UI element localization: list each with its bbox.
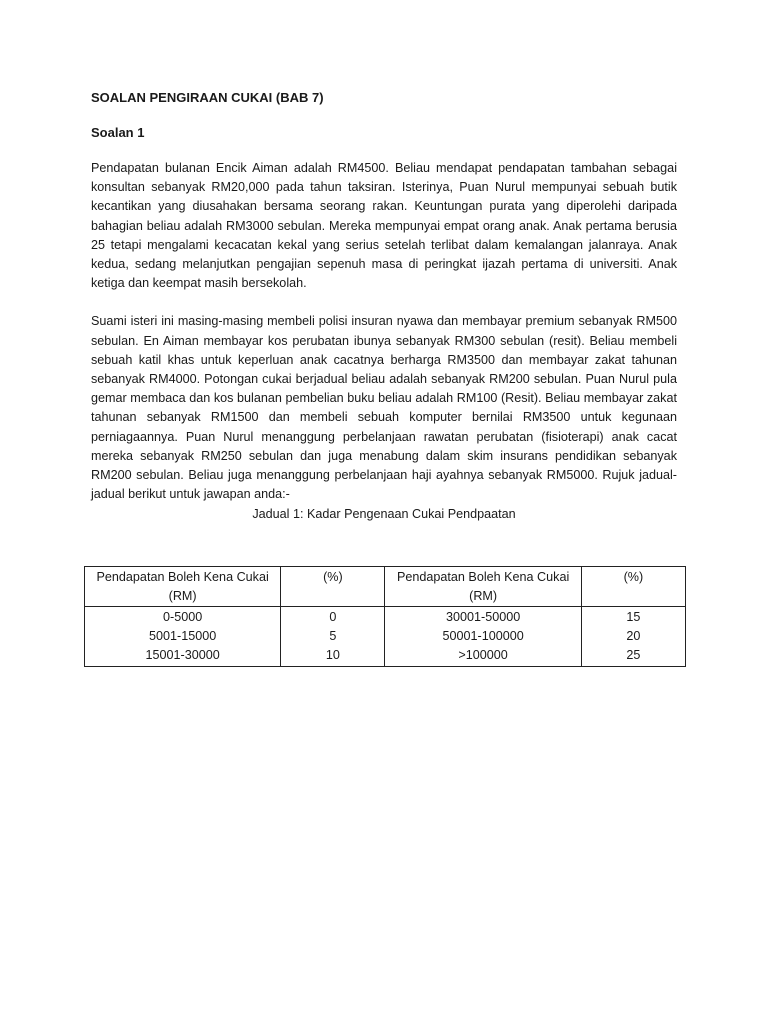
header-income-left	[85, 567, 281, 607]
income-bands-left	[85, 607, 281, 667]
header-income-right-line2: (RM)	[469, 589, 498, 603]
income-band: 0-5000	[163, 610, 203, 624]
table-row	[85, 607, 686, 667]
income-bands-right	[385, 607, 581, 667]
tax-table-header-row	[85, 567, 686, 607]
tax-rate: 5	[329, 629, 337, 643]
tax-rate: 20	[626, 629, 641, 643]
income-band: 50001-100000	[442, 629, 524, 643]
tax-rate: 10	[325, 648, 340, 662]
tax-rates-right	[581, 607, 685, 667]
header-income-left-line2: (RM)	[168, 589, 197, 603]
tax-table-body	[85, 607, 686, 667]
tax-rates-left	[281, 607, 385, 667]
document-title: SOALAN PENGIRAAN CUKAI (BAB 7)	[91, 90, 324, 105]
tax-rate: 15	[626, 610, 641, 624]
table-caption: Jadual 1: Kadar Pengenaan Cukai Pendpaatan	[252, 507, 516, 522]
income-band: 30001-50000	[446, 610, 521, 624]
income-band: 15001-30000	[145, 648, 220, 662]
income-band: >100000	[458, 648, 508, 662]
question-heading: Soalan 1	[91, 125, 145, 140]
header-income-right-line1: Pendapatan Boleh Kena Cukai	[397, 570, 570, 584]
question-paragraph-1: Pendapatan bulanan Encik Aiman adalah RM4500. Beliau mendapat pendapatan tambahan sebagai konsultan sebanyak RM20,000 pada tahun taksiran. Isterinya, Puan Nurul mempunyai sebuah butik kecantikan yang diusahakan bersama seorang rakan. Keuntungan purata yang diperolehi daripada bahagian beliau adalah RM3000 sebulan. Mereka mempunyai empat orang anak. Anak pertama berusia 25 tetapi mengalami kecacatan kekal yang serius setelah terlibat dalam kemalangan jalanraya. Anak kedua, sedang melanjutkan pengajian sepenuh masa di peringkat ijazah pertama di universiti. Anak ketiga dan keempat masih bersekolah.	[91, 161, 677, 291]
tax-table-header	[85, 567, 686, 607]
document-body	[91, 88, 677, 524]
header-pct-right: (%)	[581, 567, 685, 607]
tax-rate: 0	[329, 610, 337, 624]
header-pct-left: (%)	[281, 567, 385, 607]
header-income-left-line1: Pendapatan Boleh Kena Cukai	[96, 570, 269, 584]
income-band: 5001-15000	[149, 629, 217, 643]
tax-rate-table	[84, 566, 686, 667]
question-paragraph-2: Suami isteri ini masing-masing membeli polisi insuran nyawa dan membayar premium sebanyak RM500 sebulan. En Aiman membayar kos perubatan ibunya sebanyak RM300 sebulan (resit). Beliau membeli sebuah katil khas untuk keperluan anak cacatnya berharga RM3500 dan membayar zakat tahunan sebanyak RM4000. Potongan cukai berjadual beliau adalah sebanyak RM200 sebulan. Puan Nurul pula gemar membaca dan kos bulanan pembelian buku beliau adalah RM100 (Resit). Beliau membayar zakat tahunan sebanyak RM1500 dan membeli sebuah komputer bernilai RM3500 untuk kegunaan perniagaannya. Puan Nurul menanggung perbelanjaan rawatan perubatan (fisioterapi) anak cacat mereka sebanyak RM250 sebulan dan juga menabung dalam skim insurans pendidikan sebanyak RM200 sebulan. Beliau juga menanggung perbelanjaan haji ayahnya sebanyak RM5000. Rujuk jadual-jadual berikut untuk jawapan anda:-	[91, 314, 677, 502]
tax-rate: 25	[626, 648, 641, 662]
header-income-right	[385, 567, 581, 607]
